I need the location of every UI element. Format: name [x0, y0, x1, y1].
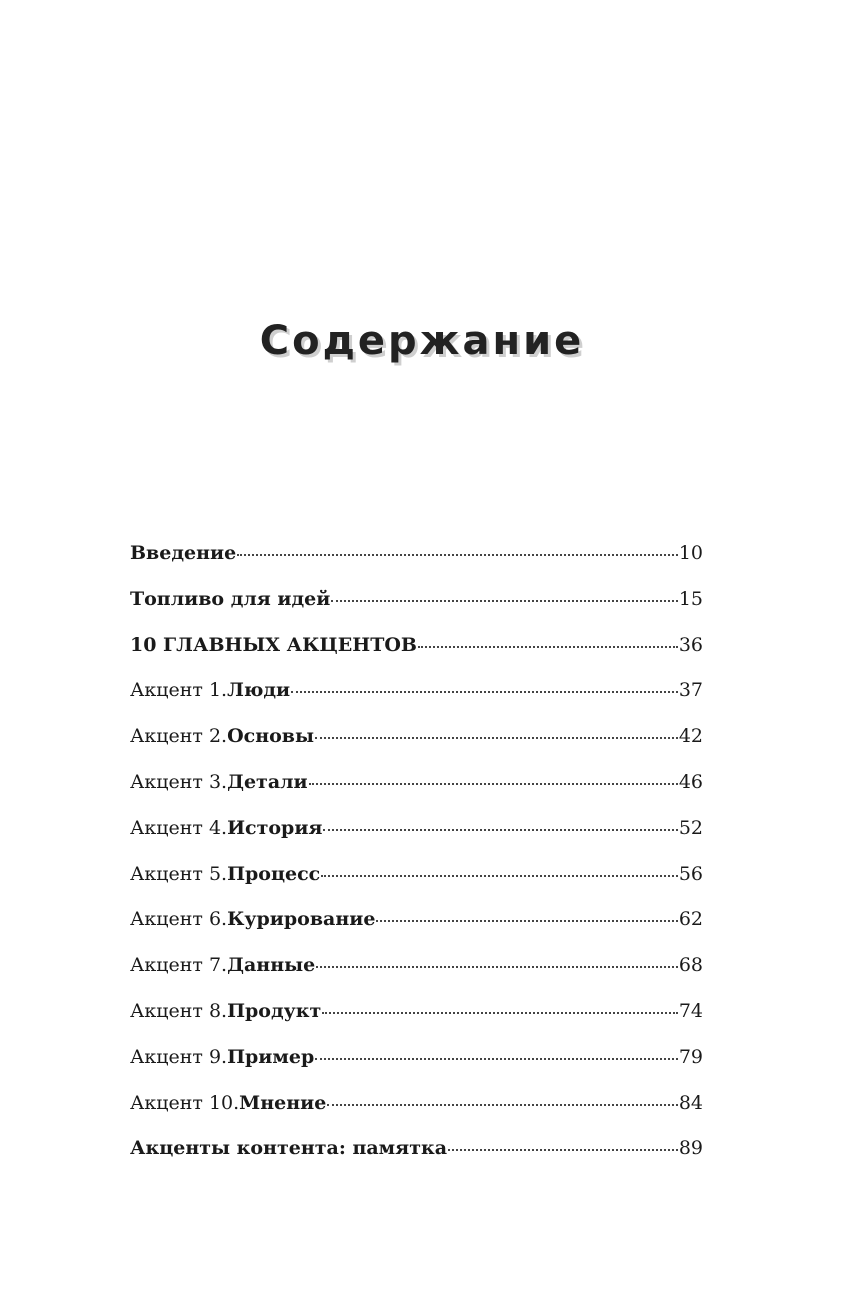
toc-entry-accent-3[interactable]: [130, 767, 703, 813]
toc-entry-prefix: Акцент 7.: [130, 954, 228, 977]
dot-leader: [316, 947, 678, 968]
dot-leader: [376, 901, 677, 922]
toc-entry-page: 74: [678, 999, 703, 1022]
toc-entry-title: Детали: [227, 770, 308, 793]
toc-entry-accent-10[interactable]: [130, 1088, 703, 1134]
toc-entry-accent-2[interactable]: [130, 721, 703, 767]
dot-leader: [418, 627, 678, 648]
dot-leader: [291, 672, 678, 693]
toc-entry-title: Введение: [130, 542, 237, 564]
toc-entry-page: 52: [678, 816, 703, 839]
toc-entry-introduction[interactable]: [130, 538, 703, 584]
toc-entry-page: 62: [678, 908, 703, 931]
dot-leader: [448, 1130, 678, 1151]
toc-entry-page: 84: [678, 1091, 703, 1114]
toc-entry-prefix: Акцент 4.: [130, 816, 228, 839]
toc-entry-title: Пример: [227, 1045, 315, 1068]
toc-entry-title: 10 ГЛАВНЫХ АКЦЕНТОВ: [130, 633, 417, 656]
toc-entry-page: 79: [678, 1045, 703, 1068]
toc-entry-accent-5[interactable]: [130, 859, 703, 905]
toc-entry-title: История: [227, 816, 323, 839]
toc-entry-title: Курирование: [227, 908, 376, 931]
toc-entry-accent-9[interactable]: [130, 1042, 703, 1088]
toc-entry-title: Процесс: [227, 862, 321, 885]
dot-leader: [321, 856, 678, 877]
toc-entry-page: 36: [678, 633, 703, 656]
toc-entry-prefix: Акцент 5.: [130, 862, 228, 885]
toc-entry-title: Люди: [227, 679, 291, 702]
toc-entry-page: 56: [678, 862, 703, 885]
dot-leader: [309, 764, 678, 785]
toc-entry-page: 46: [678, 770, 703, 793]
toc-entry-content-accents-memo[interactable]: [130, 1133, 703, 1179]
toc-entry-main-accents[interactable]: [130, 630, 703, 676]
toc-entry-accent-7[interactable]: [130, 950, 703, 996]
toc-entry-accent-4[interactable]: [130, 813, 703, 859]
toc-entry-page: 10: [678, 542, 703, 564]
toc-entry-prefix: Акцент 2.: [130, 725, 228, 748]
dot-leader: [327, 1085, 678, 1106]
toc-entry-title: Мнение: [239, 1091, 327, 1114]
toc-entry-page: 37: [678, 679, 703, 702]
toc-entry-prefix: Акцент 8.: [130, 999, 228, 1022]
toc-entry-page: 15: [678, 587, 703, 610]
toc-entry-page: 68: [678, 954, 703, 977]
toc-entry-prefix: Акцент 10.: [130, 1091, 240, 1114]
dot-leader: [323, 810, 677, 831]
toc-entry-title: Акценты контента: памятка: [130, 1137, 448, 1160]
toc-entry-accent-6[interactable]: [130, 904, 703, 950]
toc-entry-page: 89: [678, 1137, 703, 1160]
table-of-contents: [130, 538, 703, 1179]
dot-leader: [315, 718, 678, 739]
dot-leader: [237, 535, 678, 556]
toc-entry-prefix: Акцент 3.: [130, 770, 228, 793]
toc-entry-title: Данные: [227, 954, 316, 977]
dot-leader: [315, 1039, 678, 1060]
page-title: Содержание: [259, 318, 585, 364]
toc-entry-prefix: Акцент 6.: [130, 908, 228, 931]
toc-entry-accent-8[interactable]: [130, 996, 703, 1042]
toc-entry-fuel-for-ideas[interactable]: [130, 584, 703, 630]
toc-entry-prefix: Акцент 1.: [130, 679, 228, 702]
toc-entry-accent-1[interactable]: [130, 675, 703, 721]
dot-leader: [331, 581, 677, 602]
dot-leader: [322, 993, 678, 1014]
toc-entry-page: 42: [678, 725, 703, 748]
toc-entry-title: Основы: [227, 725, 315, 748]
toc-entry-title: Продукт: [227, 999, 322, 1022]
toc-entry-prefix: Акцент 9.: [130, 1045, 228, 1068]
toc-entry-title: Топливо для идей: [130, 587, 331, 610]
